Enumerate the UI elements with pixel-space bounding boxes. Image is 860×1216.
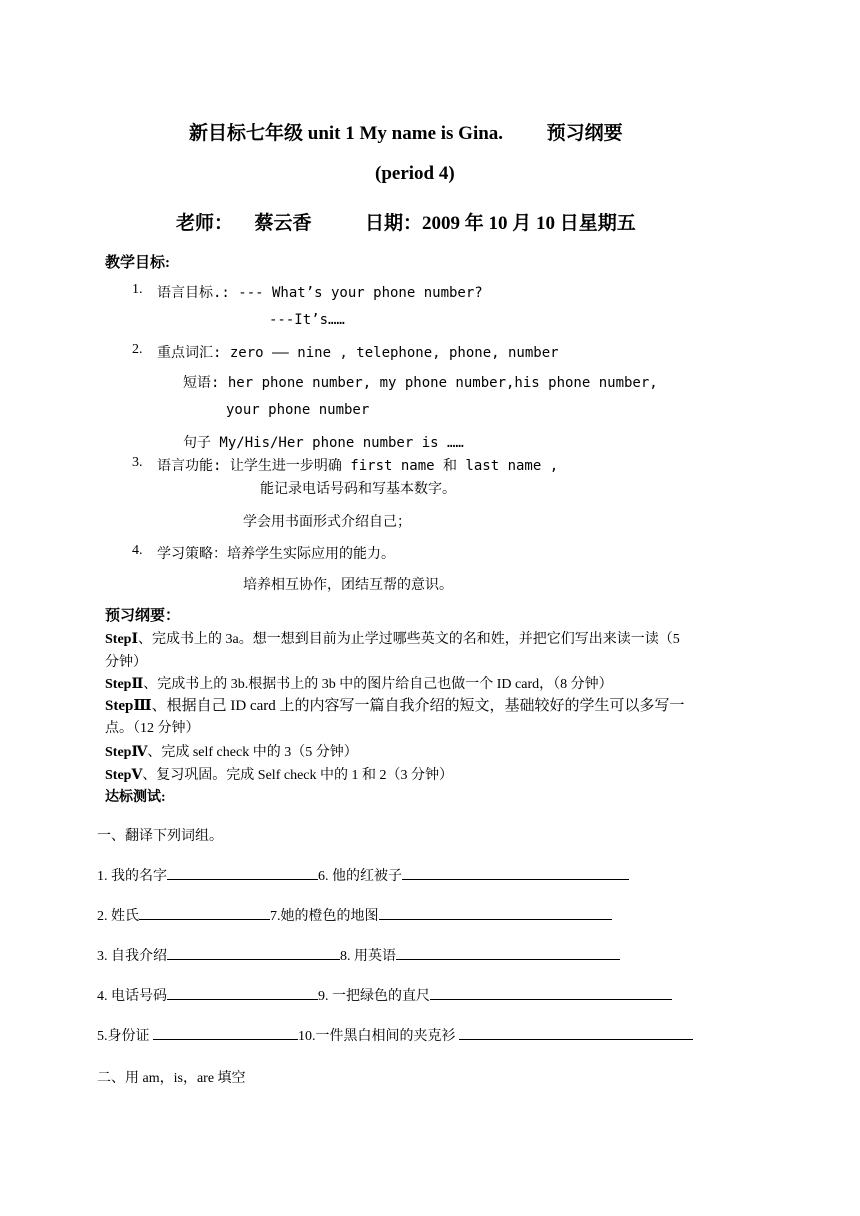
objective-4-number: 4.: [132, 543, 143, 558]
title-main: 新目标七年级 unit 1 My name is Gina.: [189, 123, 504, 144]
section-2-heading: 二、用 am，is，are 填空: [97, 1071, 246, 1086]
objective-2-number: 2.: [132, 342, 143, 357]
objective-2-phrases: 短语: her phone number, my phone number,his phone number,: [183, 375, 658, 391]
teacher-name: 蔡云香: [254, 213, 312, 234]
row-2-left-label: 2. 姓氏: [97, 909, 139, 924]
row-5-left-label: 5.身份证: [97, 1029, 153, 1044]
translation-row: [97, 905, 612, 925]
objective-3-line2: 能记录电话号码和写基本数字。: [260, 482, 456, 497]
row-5-left-blank[interactable]: [153, 1026, 298, 1040]
translation-row: [97, 945, 620, 965]
objective-3-text: 语言功能: 让学生进一步明确 first name 和 last name ,: [157, 458, 559, 474]
step-2-label: StepⅡ: [105, 677, 144, 692]
title-suffix: 预习纲要: [546, 123, 623, 144]
period-label: (period 4): [375, 163, 455, 184]
section-1-heading: 一、翻译下列词组。: [97, 829, 223, 844]
step-1-label: StepⅠ: [105, 632, 138, 647]
objective-3-number: 3.: [132, 455, 143, 470]
step-3-cont: 点。（12 分钟）: [105, 721, 200, 736]
step-4-label: StepⅣ: [105, 745, 148, 760]
row-4-right-label: 9. 一把绿色的直尺: [318, 989, 430, 1004]
teacher-date-line: [176, 208, 636, 235]
row-3-right-blank[interactable]: [396, 946, 620, 960]
step-1-text: 、完成书上的 3a。想一想到目前为止学过哪些英文的名和姓，并把它们写出来读一读（5: [138, 632, 680, 647]
translation-row: [97, 985, 672, 1005]
row-1-left-blank[interactable]: [167, 866, 318, 880]
date-text: 日期：2009 年 10 月 10 日星期五: [365, 213, 636, 234]
objective-3-line3: 学会用书面形式介绍自己；: [243, 515, 411, 530]
row-3-left-blank[interactable]: [167, 946, 340, 960]
objective-1-answer: ---It’s……: [269, 312, 345, 328]
row-2-right-label: 7.她的橙色的地图: [270, 909, 379, 924]
objective-1-text: 语言目标.: --- What’s your phone number?: [157, 285, 483, 301]
objectives-heading: 教学目标:: [105, 255, 170, 271]
row-5-right-blank[interactable]: [459, 1026, 693, 1040]
step-5-text: 、复习巩固。完成 Self check 中的 1 和 2（3 分钟）: [142, 768, 454, 783]
step-2: [105, 673, 613, 693]
row-4-left-blank[interactable]: [167, 986, 318, 1000]
objective-2-sentence: 句子 My/His/Her phone number is ……: [183, 435, 464, 451]
row-2-left-blank[interactable]: [139, 906, 270, 920]
row-3-right-label: 8. 用英语: [340, 949, 396, 964]
step-1-cont: 分钟）: [105, 655, 147, 670]
objective-4-line2: 培养相互协作，团结互帮的意识。: [243, 578, 453, 593]
row-5-right-label: 10.一件黑白相间的夹克衫: [298, 1029, 459, 1044]
row-4-left-label: 4. 电话号码: [97, 989, 167, 1004]
objective-2-text: 重点词汇: zero —— nine , telephone, phone, number: [157, 345, 559, 361]
step-5: [105, 764, 453, 784]
step-1: [105, 628, 680, 648]
objective-1-number: 1.: [132, 282, 143, 297]
outline-heading: 预习纲要：: [105, 608, 181, 624]
step-5-label: StepⅤ: [105, 768, 143, 783]
row-4-right-blank[interactable]: [430, 986, 672, 1000]
translation-row: [97, 865, 629, 885]
row-1-right-label: 6. 他的红被子: [318, 869, 402, 884]
step-3-label: StepⅢ: [105, 698, 152, 714]
step-2-text: 、完成书上的 3b.根据书上的 3b 中的图片给自己也做一个 ID card，（8 分钟）: [143, 677, 613, 692]
row-1-left-label: 1. 我的名字: [97, 869, 167, 884]
row-3-left-label: 3. 自我介绍: [97, 949, 167, 964]
objective-4-text: 学习策略：培养学生实际应用的能力。: [157, 547, 395, 562]
step-4: [105, 741, 358, 761]
translation-row: [97, 1025, 693, 1045]
page-title: [189, 118, 623, 145]
objective-2-phrases-cont: your phone number: [226, 402, 370, 418]
step-4-text: 、完成 self check 中的 3（5 分钟）: [147, 745, 358, 760]
step-3: [105, 694, 685, 715]
row-2-right-blank[interactable]: [379, 906, 612, 920]
row-1-right-blank[interactable]: [402, 866, 629, 880]
test-heading: 达标测试:: [105, 790, 166, 805]
step-3-text: 、根据自己 ID card 上的内容写一篇自我介绍的短文，基础较好的学生可以多写一: [151, 698, 685, 714]
teacher-label: 老师：: [176, 213, 234, 234]
